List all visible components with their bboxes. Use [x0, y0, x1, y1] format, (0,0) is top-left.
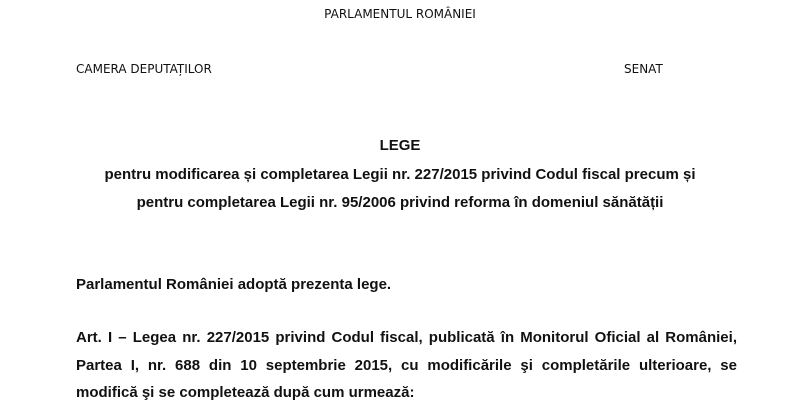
- document-subtitle-line-2: pentru completarea Legii nr. 95/2006 privind reforma în domeniul sănătății: [136, 194, 664, 211]
- document-subtitle-line-1: pentru modificarea și completarea Legii nr. 227/2015 privind Codul fiscal precum și: [104, 166, 696, 183]
- senate-label: SENAT: [624, 62, 663, 76]
- article-1-line-1: Art. I – Legea nr. 227/2015 privind Codul fiscal, publicată în Monitorul Oficial al României,: [76, 329, 737, 346]
- document-title: LEGE: [379, 137, 421, 154]
- article-1-line-3: modifică şi se completează după cum urmează:: [76, 384, 415, 401]
- adoption-statement: Parlamentul României adoptă prezenta lege.: [76, 276, 392, 293]
- institution-heading: PARLAMENTUL ROMÂNIEI: [324, 7, 476, 21]
- chamber-deputies-label: CAMERA DEPUTAȚILOR: [76, 62, 212, 76]
- article-1-line-2: Partea I, nr. 688 din 10 septembrie 2015, cu modificările şi completările ulterioare, se: [76, 357, 737, 374]
